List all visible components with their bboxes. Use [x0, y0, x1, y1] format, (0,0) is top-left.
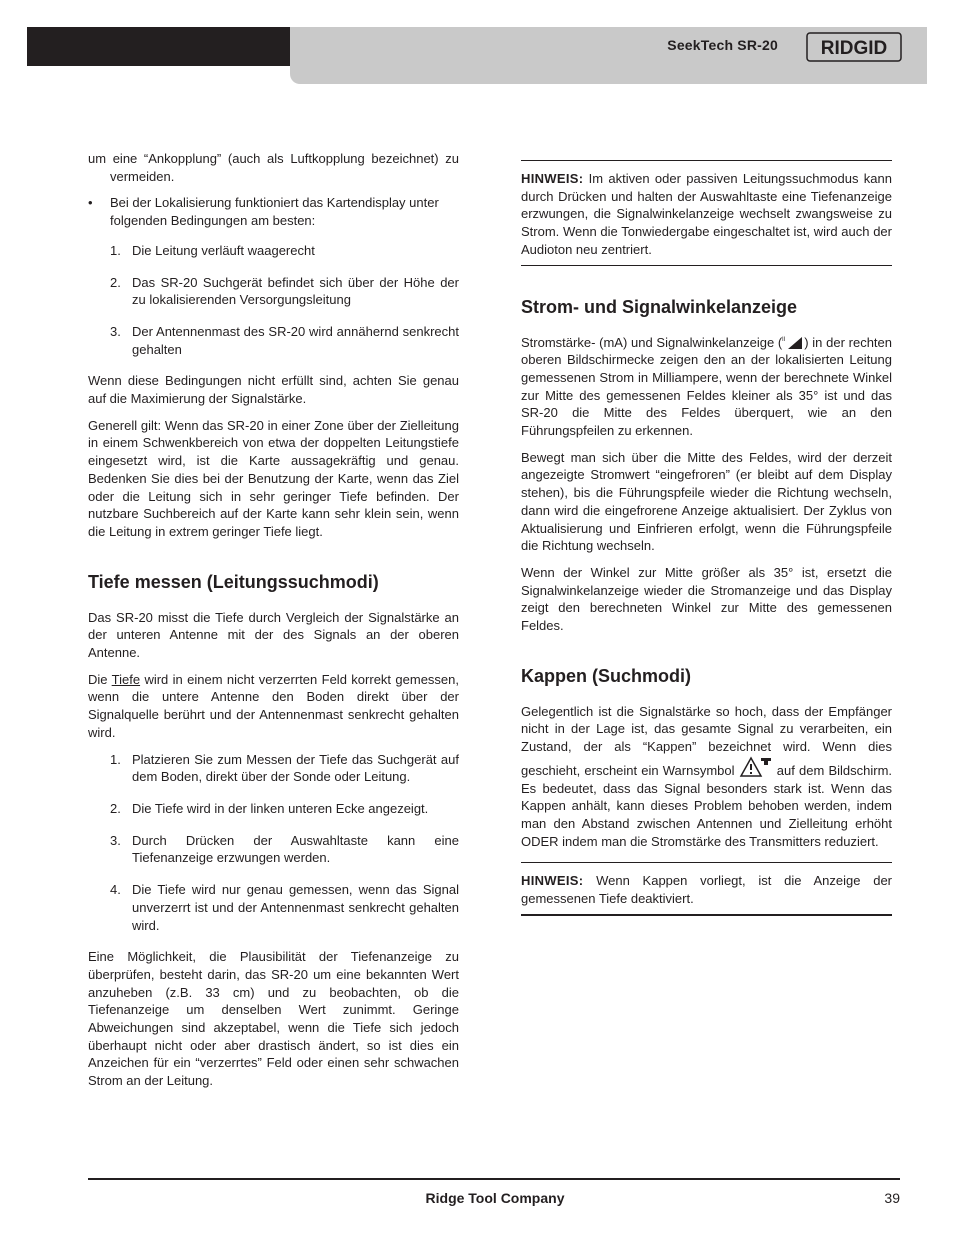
step-number: 1. — [110, 751, 121, 767]
condition-number: 2. — [110, 274, 121, 290]
footer-company: Ridge Tool Company — [425, 1190, 565, 1206]
note-text: Wenn Kappen vorliegt, ist die Anzeige der gemessenen Tiefe deaktiviert. — [521, 873, 892, 907]
ridgid-logo — [806, 32, 902, 62]
header-tab — [290, 66, 927, 84]
note-text: Im aktiven oder passiven Leitungssuchmodus kann durch Drücken und halten der Auswahltaste eine Tiefenanzeige erzwungen, die Signalwinkelanzeige wechselt zwangsweise zu Strom. Wenn die Tonwiedergabe eingeschaltet ist, wird auch der Audioton neu zentriert. — [521, 171, 892, 257]
signal-angle-icon — [782, 335, 804, 350]
depth-step — [88, 800, 459, 818]
svg-text:II: II — [782, 336, 786, 343]
current-p1-pre: Stromstärke- (mA) und Signalwinkelanzeige ( — [521, 334, 783, 350]
condition-item — [88, 274, 459, 309]
condition-item — [88, 242, 459, 260]
plausibility-paragraph: Eine Möglichkeit, die Plausibilität der Tiefenanzeige zu überprüfen, besteht darin, das SR-20 um eine bekannten Wert anzuheben (z.B. 33 cm) und zu beobachten, ob die Tiefenanzeige um denselben Wert zunimmt. Geringe Abweichungen sind akzeptabel, wenn die Tiefe sich jedoch überhaupt nicht oder aber drastisch ändert, so ist dies ein Anzeichen für ein “verzerrtes” Feld oder einen sehr schwachen Strom an der Leitung. — [88, 949, 459, 1089]
step-text: Platzieren Sie zum Messen der Tiefe das Suchgerät auf dem Boden, direkt über der Sonde oder Leitung. — [132, 751, 459, 785]
depth-p2-pre: Die — [88, 671, 112, 687]
bullet-icon: • — [88, 195, 93, 211]
clipping-paragraph — [521, 703, 892, 851]
condition-text: Das SR-20 Suchgerät befindet sich über der Höhe der zu lokalisierenden Versorgungsleitung — [132, 274, 459, 308]
bullet-item — [88, 194, 459, 229]
depth-paragraph-1: Das SR-20 misst die Tiefe durch Vergleich der Signalstärke an der unteren Antenne mit der des Signals an der oberen Antenne. — [88, 609, 459, 661]
left-column — [88, 150, 459, 1099]
intro-paragraph: um eine “Ankopplung” (auch als Luftkopplung bezeichnet) zu vermeiden. — [88, 151, 459, 184]
current-p1-post: ) in der rechten oberen Bildschirmecke zeigen den an der lokalisierten Leitung gemessenen Strom in Milliampere, wenn der berechnete Winkel zur Mitte des gemessenen Feldes kleiner als 35° ist und das SR-20 die Mitte des Feldes überquert, wie an den Führungspfeilen zu erkennen. — [521, 334, 892, 439]
note-box — [521, 862, 892, 915]
logo-text: RIDGID — [820, 38, 888, 59]
header-dark-bar — [27, 27, 292, 66]
clipping-heading: Kappen (Suchmodi) — [521, 665, 691, 686]
current-heading: Strom- und Signalwinkelanzeige — [521, 296, 798, 317]
clip-post: auf dem Bildschirm. Es bedeutet, dass das Signal besonders stark ist. Wenn das Kappen anhält, kann dieses Problem behoben werden, indem man den Abstand zwischen Antennen und Zielleitung erhöht ODER indem man die Stromstärke des Transmitters reduziert. — [521, 762, 893, 849]
step-text: Die Tiefe wird in der linken unteren Ecke angezeigt. — [132, 800, 429, 816]
step-number: 4. — [110, 882, 121, 898]
depth-heading: Tiefe messen (Leitungssuchmodi) — [88, 571, 379, 592]
general-paragraph: Generell gilt: Wenn das SR-20 in einer Zone über der Zielleitung in einem Schwenkbereich von etwa der doppelten Leitungstiefe eingesetzt wird, ist die Karte aussagekräftig und genau. Bedenken Sie dies bei der Benutzung der Karte, wenn das Ziel oder die Leitung sich in sehr geringer Tiefe befinden. Der nutzbare Suchbereich auf der Karte kann sehr klein sein, wenn die Leitung in extrem geringer Tiefe liegt. — [88, 417, 459, 539]
depth-step — [88, 881, 459, 934]
step-number: 3. — [110, 832, 121, 848]
condition-number: 1. — [110, 242, 121, 258]
clip-pre: Gelegentlich ist die Signalstärke so hoch, dass der Empfänger nicht in der Lage ist, das gesamte Signal zu verarbeiten, ein Zustand, der als “Kappen” bezeichnet wird. Wenn dies geschieht, erscheint ein Warnsymbol — [521, 703, 892, 778]
depth-step — [88, 832, 459, 867]
step-text: Die Tiefe wird nur genau gemessen, wenn das Signal unverzerrt ist und der Antennenmast senkrecht gehalten wird. — [132, 882, 459, 933]
note-box — [521, 160, 892, 266]
condition-number: 3. — [110, 323, 121, 339]
product-title: SeekTech SR-20 — [667, 37, 778, 53]
current-paragraph-3: Wenn der Winkel zur Mitte größer als 35° ist, ersetzt die Signalwinkelanzeige wieder die Stromanzeige und das Display zeigt den berechneten Winkel zur Mitte des gemessenen Feldes. — [521, 564, 892, 634]
step-number: 2. — [110, 800, 121, 816]
clipping-warning-icon — [739, 756, 773, 778]
note-label: HINWEIS: — [521, 171, 584, 186]
right-column — [521, 160, 892, 916]
not-met-paragraph: Wenn diese Bedingungen nicht erfüllt sind, achten Sie genau auf die Maximierung der Signalstärke. — [88, 373, 459, 407]
footer-rule — [88, 1178, 900, 1180]
current-paragraph-2: Bewegt man sich über die Mitte des Feldes, wird der derzeit angezeigte Stromwert “eingefroren” (er bleibt auf dem Display stehen), bis die Führungspfeile wieder die Richtung wechseln, dann wird die eingefrorene Anzeige aktualisiert. Der Zyklus von Aktualisierung und Einfrieren erfolgt, wenn die Führungspfeile die Richtung wechseln. — [521, 449, 892, 554]
note-label: HINWEIS: — [521, 873, 584, 889]
depth-step — [88, 751, 459, 786]
step-text: Durch Drücken der Auswahltaste kann eine Tiefenanzeige erzwungen werden. — [132, 832, 459, 866]
depth-paragraph-2 — [88, 671, 459, 742]
page-number: 39 — [884, 1190, 900, 1206]
condition-text: Der Antennenmast des SR-20 wird annähernd senkrecht gehalten — [132, 323, 459, 357]
depth-p2-post: wird in einem nicht verzerrten Feld korrekt gemessen, wenn die untere Antenne den Boden direkt über der Signalquelle berührt und der Antennenmast senkrecht gehalten wird. — [88, 671, 459, 740]
condition-text: Die Leitung verläuft waagerecht — [132, 242, 315, 258]
condition-item — [88, 323, 459, 358]
current-paragraph-1 — [521, 334, 892, 440]
bullet-text: Bei der Lokalisierung funktioniert das Kartendisplay unter folgenden Bedingungen am besten: — [110, 195, 439, 229]
depth-link[interactable]: Tiefe — [111, 671, 141, 687]
